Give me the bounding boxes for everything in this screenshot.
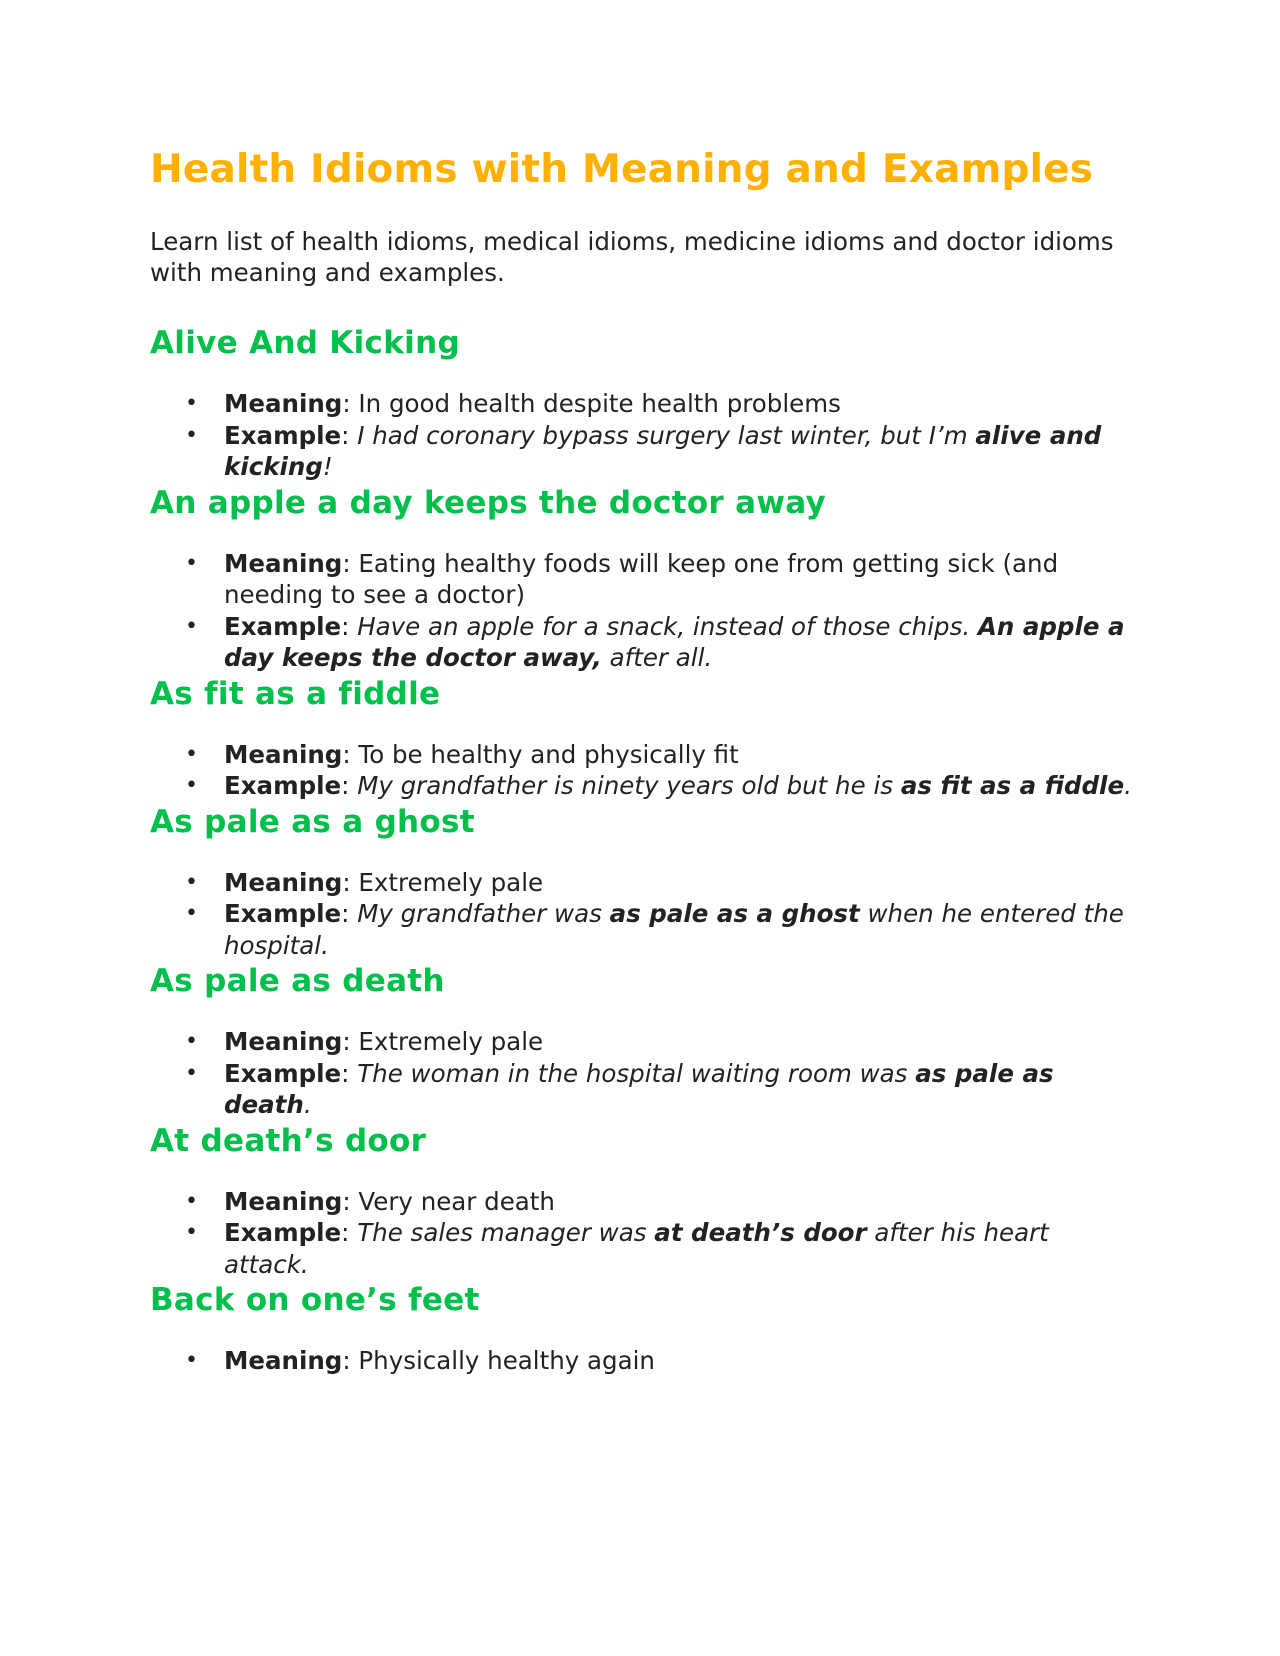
bullet-icon: • [185, 613, 198, 639]
example-text-pre: The woman in the hospital waiting room was [357, 1058, 916, 1088]
idiom-heading: As pale as a ghost [150, 803, 475, 840]
idiom-details [150, 1186, 1140, 1281]
idiom-heading: Alive And Kicking [150, 325, 460, 361]
idiom-list [150, 323, 1140, 1377]
example-text-pre: I had coronary bypass surgery last winter, but I’m [357, 420, 976, 450]
bullet-icon: • [185, 1029, 198, 1054]
example-item [150, 1217, 1140, 1280]
meaning-item [150, 1345, 1140, 1377]
example-text-pre: My grandfather was [357, 899, 610, 928]
colon: : [342, 739, 359, 769]
meaning-text: To be healthy and physically fit [358, 739, 739, 769]
bullet-icon: • [185, 1220, 198, 1245]
colon: : [341, 420, 358, 450]
example-item [150, 898, 1140, 961]
example-label: Example [224, 611, 342, 641]
example-label: Example [224, 1058, 342, 1088]
idiom-heading: An apple a day keeps the doctor away [150, 484, 827, 521]
meaning-label: Meaning [224, 389, 343, 418]
example-text-post: when he entered the hospital. [224, 899, 1124, 960]
example-label: Example [224, 1218, 342, 1247]
meaning-text: Eating healthy foods will keep one from getting sick (and needing to see a doctor) [224, 548, 1059, 609]
bullet-icon: • [185, 741, 198, 767]
example-text-pre: My grandfather is ninety years old but he is [357, 771, 901, 800]
idiom-section [150, 323, 1140, 483]
bullet-icon: • [185, 869, 198, 895]
colon: : [341, 899, 358, 928]
colon: : [342, 1346, 359, 1375]
meaning-text: Extremely pale [358, 867, 544, 897]
example-text-post: after all. [601, 643, 713, 672]
example-item [150, 611, 1140, 674]
meaning-text: In good health despite health problems [358, 389, 841, 418]
colon: : [341, 1218, 358, 1247]
meaning-item [150, 739, 1140, 771]
colon: : [341, 771, 358, 800]
idiom-section [150, 1280, 1140, 1377]
example-text-pre: The sales manager was [357, 1218, 655, 1247]
bullet-icon: • [185, 1188, 198, 1214]
intro-paragraph: Learn list of health idioms, medical idioms, medicine idioms and doctor idioms with meaning and examples. [150, 227, 1114, 287]
meaning-label: Meaning [224, 1027, 343, 1056]
meaning-item [150, 388, 1140, 420]
example-text-post: . [303, 1090, 312, 1119]
idiom-heading: Back on one’s feet [150, 1282, 480, 1318]
meaning-label: Meaning [224, 1346, 343, 1375]
example-item [150, 1058, 1140, 1121]
idiom-section [150, 1121, 1140, 1281]
bullet-icon: • [185, 773, 198, 798]
meaning-label: Meaning [224, 739, 343, 769]
example-label: Example [224, 771, 342, 800]
bullet-icon: • [185, 1348, 198, 1373]
colon: : [342, 389, 359, 418]
idiom-details [150, 739, 1140, 802]
meaning-item [150, 548, 1140, 611]
meaning-item [150, 867, 1140, 899]
example-label: Example [224, 420, 342, 450]
example-idiom-highlight: as pale as a ghost [609, 899, 860, 928]
example-idiom-highlight: at death’s door [654, 1218, 867, 1247]
idiom-heading: As pale as death [150, 963, 445, 999]
meaning-item [150, 1186, 1140, 1218]
bullet-icon: • [185, 550, 198, 576]
example-text-post: after his heart attack. [224, 1218, 1049, 1279]
idiom-details [150, 548, 1140, 674]
example-item [150, 420, 1140, 483]
meaning-text: Very near death [358, 1186, 555, 1216]
example-idiom-highlight: as pale as death [224, 1058, 1054, 1119]
idiom-details [150, 1345, 1140, 1377]
meaning-label: Meaning [224, 1186, 343, 1216]
idiom-section [150, 961, 1140, 1121]
meaning-label: Meaning [224, 867, 343, 897]
idiom-section [150, 802, 1140, 962]
page-title: Health Idioms with Meaning and Examples [150, 147, 1094, 192]
meaning-item [150, 1026, 1140, 1058]
colon: : [342, 1186, 359, 1216]
idiom-section [150, 483, 1140, 674]
example-text-post: ! [322, 452, 333, 481]
bullet-icon: • [185, 422, 198, 448]
meaning-text: Physically healthy again [358, 1346, 655, 1375]
example-text [224, 899, 1124, 960]
bullet-icon: • [185, 901, 198, 926]
example-text-post: . [1124, 771, 1132, 800]
colon: : [341, 1058, 358, 1088]
colon: : [342, 1027, 359, 1056]
document-content [150, 146, 1140, 1377]
example-text [224, 612, 1125, 673]
example-label: Example [224, 899, 342, 928]
bullet-icon: • [185, 391, 198, 416]
idiom-section [150, 674, 1140, 802]
colon: : [342, 548, 359, 578]
idiom-details [150, 388, 1140, 483]
colon: : [342, 867, 359, 897]
idiom-heading: At death’s door [150, 1122, 427, 1159]
example-text-pre: Have an apple for a snack, instead of those chips. [357, 611, 978, 641]
idiom-details [150, 867, 1140, 962]
bullet-icon: • [185, 1060, 198, 1086]
meaning-text: Extremely pale [358, 1027, 544, 1056]
meaning-label: Meaning [224, 548, 343, 578]
example-idiom-highlight: An apple a day keeps the doctor away, [224, 611, 1125, 672]
idiom-details [150, 1026, 1140, 1121]
example-item [150, 770, 1140, 802]
idiom-heading: As fit as a fiddle [150, 675, 441, 712]
example-idiom-highlight: as fit as a fiddle [900, 771, 1125, 800]
colon: : [341, 611, 358, 641]
example-text [357, 771, 1132, 800]
example-idiom-highlight: alive and kicking [224, 420, 1102, 481]
